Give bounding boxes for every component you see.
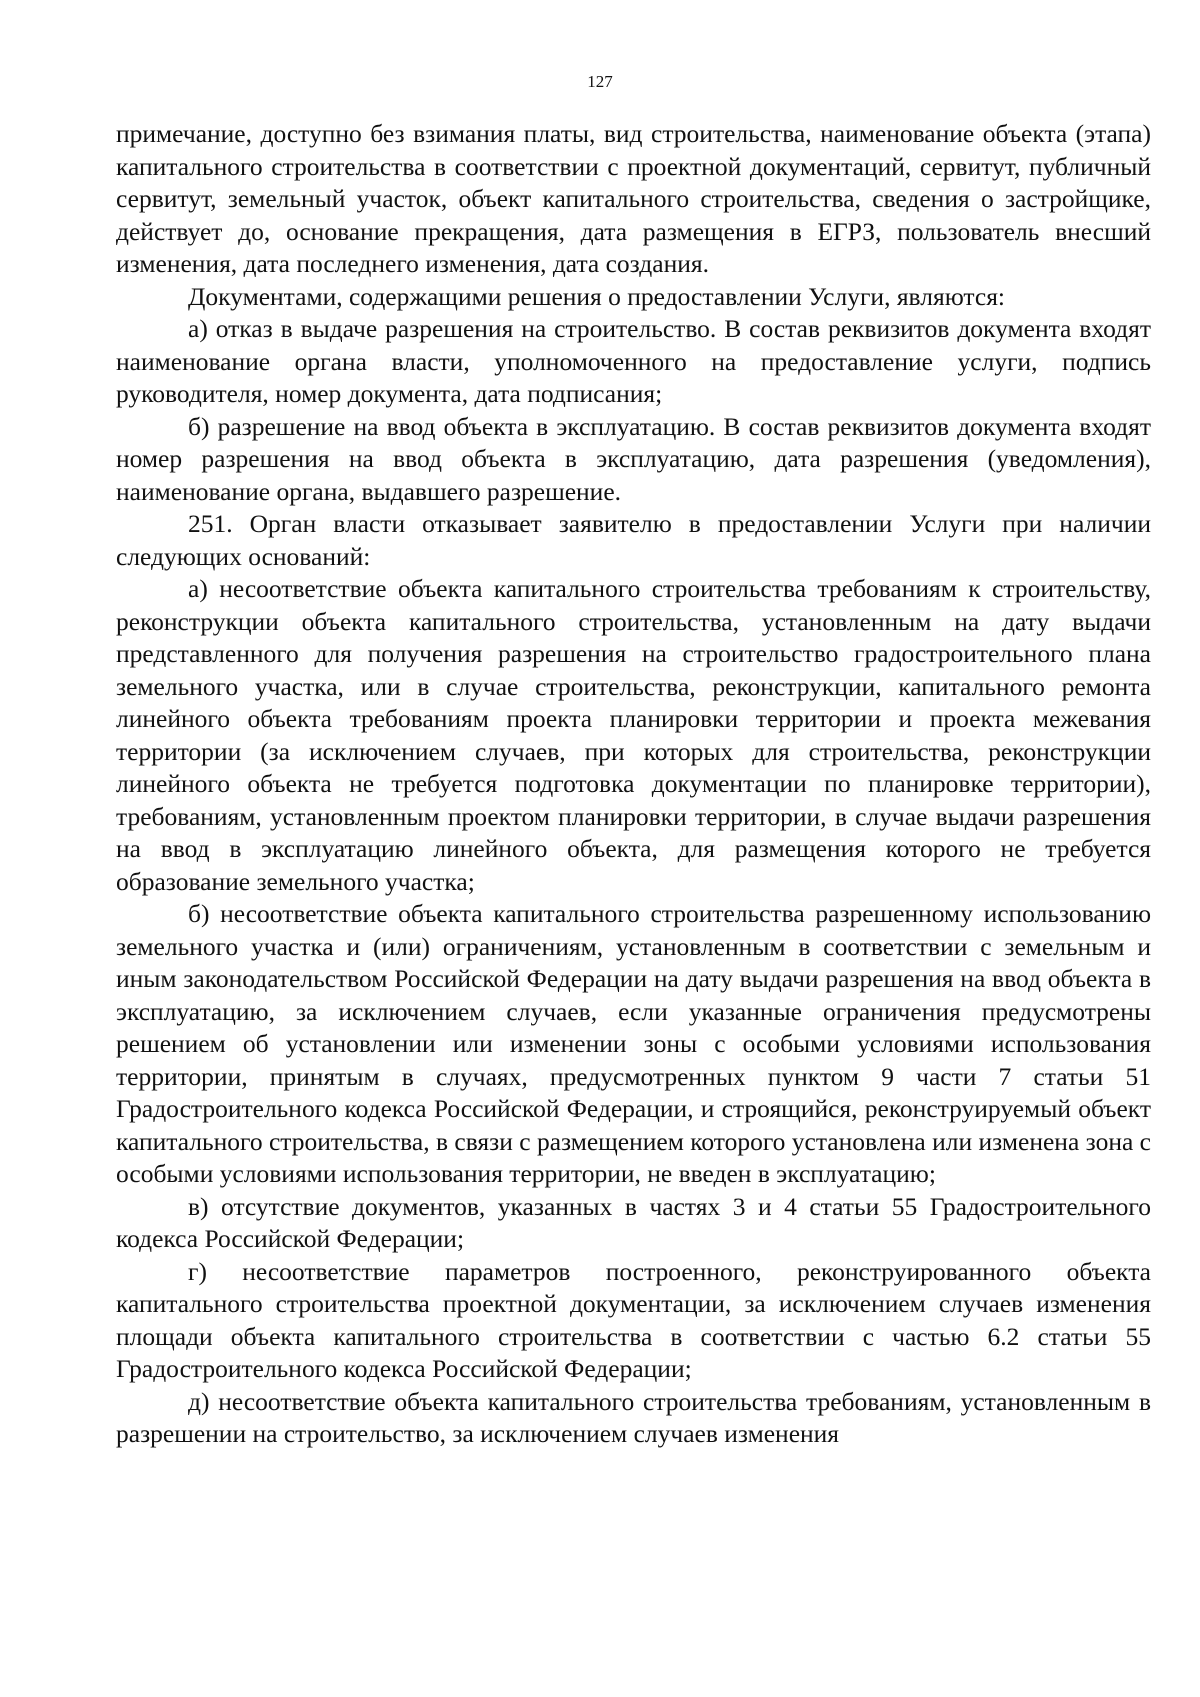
paragraph-ground-d: д) несоответствие объекта капитального строительства требованиям, установленным в разрешении на строительство, за исключением случаев изменения [116,1386,1151,1448]
page-number: 127 [587,72,613,91]
document-body [116,118,1151,1451]
paragraph-continuation-fields: примечание, доступно без взимания платы, вид строительства, наименование объекта (этапа) капитального строительства в соответствии с проектной документаций, сервитут, публичный сервитут, земельный участок, объект капитального строительства, сведения о застройщике, действует до, основание прекращения, дата размещения в ЕГРЗ, пользователь внесший изменения, дата последнего изменения, дата создания. [116,119,1151,278]
paragraph-ground-v: в) отсутствие документов, указанных в частях 3 и 4 статьи 55 Градостроительного кодекса Российской Федерации; [116,1191,1151,1253]
paragraph-ground-b: б) несоответствие объекта капитального строительства разрешенному использованию земельного участка и (или) ограничениям, установленным в соответствии с земельным и иным законодательством Российской Федерации на дату выдачи разрешения на ввод объекта в эксплуатацию, за исключением случаев, если указанные ограничения предусмотрены решением об установлении или изменении зоны с особыми условиями использования территории, принятым в случаях, предусмотренных пунктом 9 части 7 статьи 51 Градостроительного кодекса Российской Федерации, и строящийся, реконструируемый объект капитального строительства, в связи с размещением которого установлена или изменена зона с особыми условиями использования территории, не введен в эксплуатацию; [116,899,1151,1188]
paragraph-ground-g: г) несоответствие параметров построенного, реконструированного объекта капитального строительства проектной документации, за исключением случаев изменения площади объекта капитального строительства в соответствии с частью 6.2 статьи 55 Градостроительного кодекса Российской Федерации; [116,1256,1151,1383]
paragraph-item-a-refusal: а) отказ в выдаче разрешения на строительство. В состав реквизитов документа входят наименование органа власти, уполномоченного на предоставление услуги, подпись руководителя, номер документа, дата подписания; [116,314,1151,408]
paragraph-ground-a: а) несоответствие объекта капитального строительства требованиям к строительству, реконструкции объекта капитального строительства, установленным на дату выдачи представленного для получения разрешения на строительство градостроительного плана земельного участка, или в случае строительства, реконструкции, капитального ремонта линейного объекта требованиям проекта планировки территории и проекта межевания территории (за исключением случаев, при которых для строительства, реконструкции линейного объекта не требуется подготовка документации по планировке территории), требованиям, установленным проектом планировки территории, в случае выдачи разрешения на ввод в эксплуатацию линейного объекта, для размещения которого не требуется образование земельного участка; [116,574,1151,896]
paragraph-clause-251: 251. Орган власти отказывает заявителю в предоставлении Услуги при наличии следующих оснований: [116,509,1151,571]
paragraph-item-b-permit: б) разрешение на ввод объекта в эксплуатацию. В состав реквизитов документа входят номер разрешения на ввод объекта в эксплуатацию, дата разрешения (уведомления), наименование органа, выдавшего разрешение. [116,411,1151,506]
paragraph-documents-intro: Документами, содержащими решения о предоставлении Услуги, являются: [188,281,1006,311]
